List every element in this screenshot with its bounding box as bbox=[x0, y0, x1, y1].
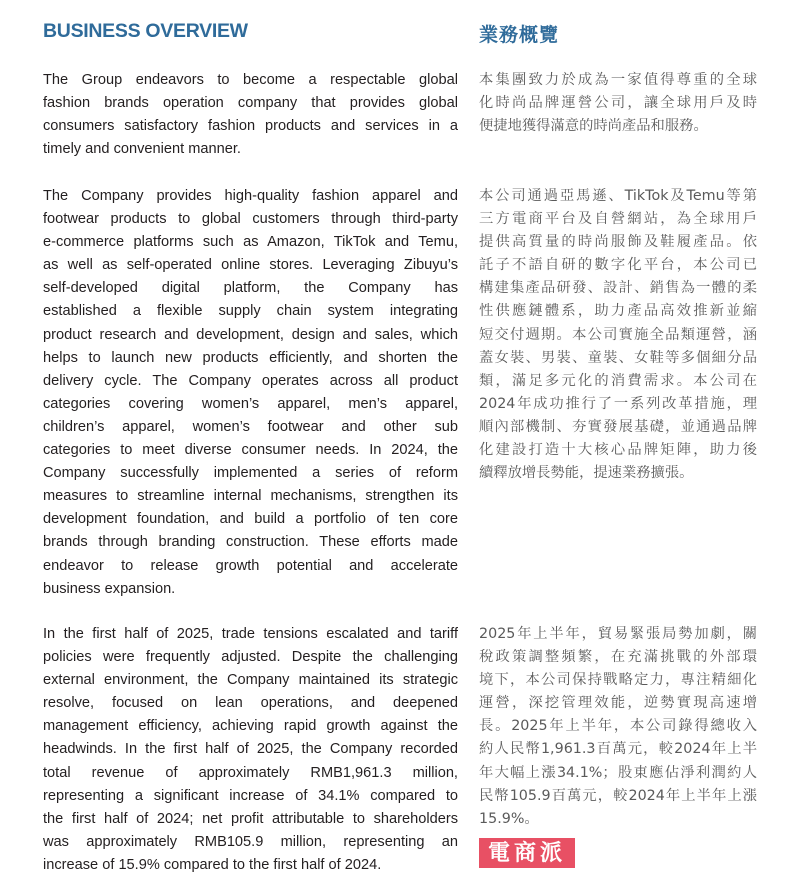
text-line: endeavor to release growth potential and accelerate bbox=[43, 557, 458, 574]
text-line: categories covering women’s apparel, men’s apparel, bbox=[43, 395, 458, 412]
text-line: 本公司通過亞馬遜、TikTok及Temu等第 bbox=[479, 188, 757, 204]
text-line: 短交付週期。本公司實施全品類運營，涵 bbox=[479, 326, 757, 343]
text-line: measures to streamline internal mechanisms, strengthen its bbox=[43, 488, 458, 505]
text-line: 年大幅上漲34.1%；股東應佔淨利潤約人 bbox=[479, 764, 757, 781]
text-line: fashion brands operation company that provides global bbox=[43, 95, 458, 112]
text-line: representing a significant increase of 34.1% compared to bbox=[43, 787, 458, 804]
text-line: headwinds. In the first half of 2025, the Company recorded bbox=[43, 741, 458, 758]
text-line: 類，滿足多元化的消費需求。本公司在 bbox=[479, 372, 757, 389]
text-line: 本集團致力於成為一家值得尊重的全球 bbox=[479, 72, 757, 88]
text-line: 順內部機制、夯實發展基礎，並通過品牌 bbox=[479, 418, 757, 435]
text-line: In the first half of 2025, trade tensions escalated and tariff bbox=[43, 626, 458, 642]
text-line: resolve, focused on lean operations, and deepened bbox=[43, 695, 458, 712]
text-line: Company successfully implemented a series of reform bbox=[43, 465, 458, 482]
text-line: 約人民幣1,961.3百萬元，較2024年上半 bbox=[479, 741, 757, 758]
text-line: 化建設打造十大核心品牌矩陣，助力後 bbox=[479, 442, 757, 459]
heading-english: BUSINESS OVERVIEW bbox=[43, 20, 248, 42]
english-paragraph-3 bbox=[43, 623, 458, 877]
text-line: 15.9%。 bbox=[479, 810, 539, 827]
text-line: 託子不語自研的數字化平台，本公司已 bbox=[479, 257, 757, 274]
text-line: 2024年成功推行了一系列改革措施，理 bbox=[479, 395, 757, 412]
text-line: increase of 15.9% compared to the first half of 2024. bbox=[43, 856, 382, 873]
text-line: development foundation, and build a portfolio of ten core bbox=[43, 511, 458, 528]
text-line: 2025年上半年，貿易緊張局勢加劇，關 bbox=[479, 626, 757, 642]
text-line: self-developed digital platform, the Company has bbox=[43, 280, 458, 297]
text-line: children’s apparel, women’s footwear and other sub bbox=[43, 418, 458, 435]
text-line: 蓋女裝、男裝、童裝、女鞋等多個細分品 bbox=[479, 349, 757, 366]
text-line: 構建集產品研發、設計、銷售為一體的柔 bbox=[479, 280, 757, 297]
text-line: 三方電商平台及自營網站，為全球用戶 bbox=[479, 211, 757, 228]
text-line: was approximately RMB105.9 million, representing an bbox=[43, 833, 458, 850]
watermark-stamp: 電商派 bbox=[479, 838, 575, 868]
text-line: 提供高質量的時尚服飾及鞋履產品。依 bbox=[479, 234, 757, 251]
chinese-paragraph-2 bbox=[479, 185, 757, 485]
text-line: categories to meet diverse consumer needs. In 2024, the bbox=[43, 442, 458, 459]
chinese-paragraph-1 bbox=[479, 69, 757, 138]
text-line: footwear products to global customers through third-party bbox=[43, 211, 458, 228]
text-line: delivery cycle. The Company operates across all product bbox=[43, 372, 458, 389]
chinese-paragraph-3 bbox=[479, 623, 757, 831]
text-line: external environment, the Company maintained its strategic bbox=[43, 672, 458, 689]
text-line: brands through branding construction. These efforts made bbox=[43, 534, 458, 551]
text-line: established a flexible supply chain system integrating bbox=[43, 303, 458, 320]
text-line: consumers satisfactory fashion products and services in a bbox=[43, 118, 458, 135]
text-line: 稅政策調整頻繁，在充滿挑戰的外部環 bbox=[479, 649, 757, 666]
text-line: business expansion. bbox=[43, 580, 176, 597]
text-line: 便捷地獲得滿意的時尚產品和服務。 bbox=[479, 118, 708, 135]
text-line: The Group endeavors to become a respectable global bbox=[43, 72, 458, 88]
heading-chinese: 業務概覽 bbox=[479, 24, 560, 46]
text-line: policies were frequently adjusted. Despite the challenging bbox=[43, 649, 458, 666]
text-line: product research and development, design and sales, which bbox=[43, 326, 458, 343]
text-line: 運營，深挖管理效能，逆勢實現高速增 bbox=[479, 695, 757, 712]
text-line: helps to launch new products efficiently, and shorten the bbox=[43, 349, 458, 366]
text-line: 長。2025年上半年，本公司錄得總收入 bbox=[479, 718, 757, 735]
text-line: as well as self-operated online stores. Leveraging Zibuyu’s bbox=[43, 257, 458, 274]
text-line: 民幣105.9百萬元，較2024年上半年上漲 bbox=[479, 787, 757, 804]
text-line: The Company provides high-quality fashion apparel and bbox=[43, 188, 458, 204]
text-line: 續釋放增長勢能，提速業務擴張。 bbox=[479, 465, 694, 482]
text-line: timely and convenient manner. bbox=[43, 141, 241, 158]
text-line: 性供應鏈體系，助力產品高效推新並縮 bbox=[479, 303, 757, 320]
text-line: the first half of 2024; net profit attributable to shareholders bbox=[43, 810, 458, 827]
english-paragraph-2 bbox=[43, 185, 458, 601]
text-line: total revenue of approximately RMB1,961.3 million, bbox=[43, 764, 458, 781]
text-line: 化時尚品牌運營公司，讓全球用戶及時 bbox=[479, 95, 757, 112]
text-line: 境下，本公司保持戰略定力，專注精細化 bbox=[479, 672, 757, 689]
text-line: e-commerce platforms such as Amazon, TikTok and Temu, bbox=[43, 234, 458, 251]
text-line: management efficiency, achieving rapid growth against the bbox=[43, 718, 458, 735]
english-paragraph-1 bbox=[43, 69, 458, 161]
